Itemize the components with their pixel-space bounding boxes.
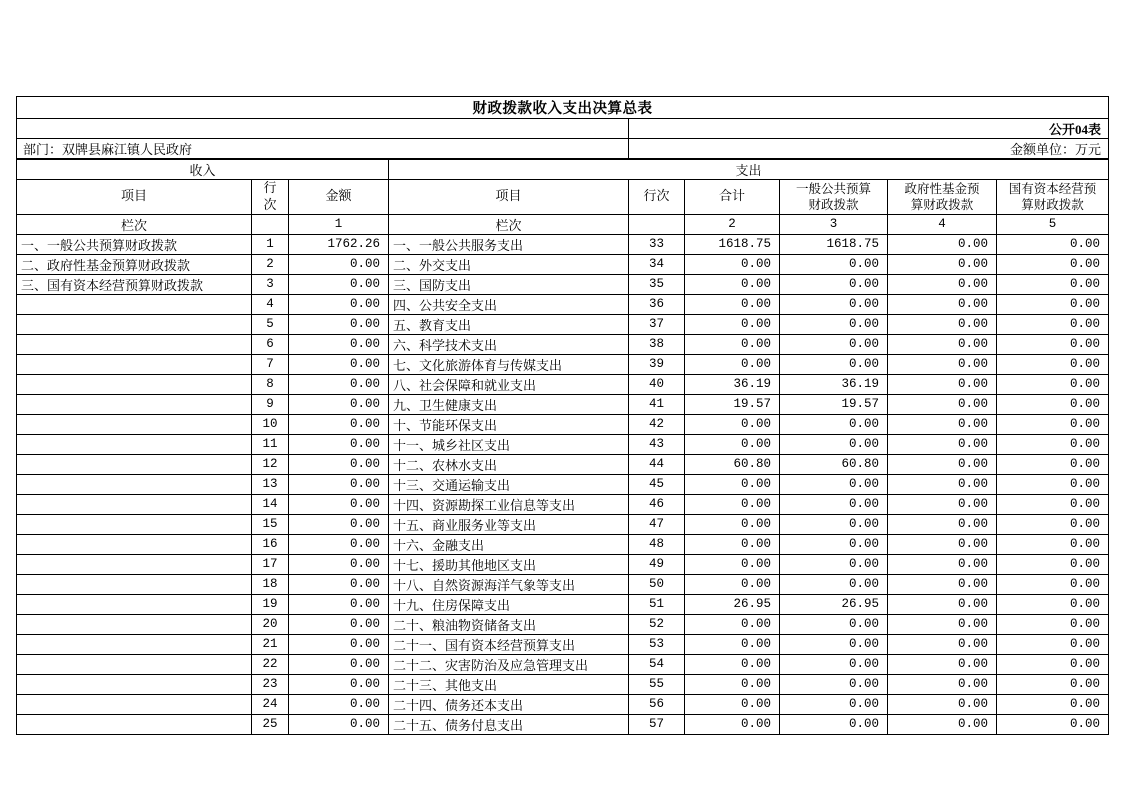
income-line-cell: 1 bbox=[252, 234, 289, 254]
expense-state-capital-cell: 0.00 bbox=[997, 434, 1109, 454]
expense-lanci-label: 栏次 bbox=[389, 214, 629, 234]
expense-general-budget-cell: 0.00 bbox=[780, 634, 888, 654]
income-amount-cell: 0.00 bbox=[289, 694, 389, 714]
income-amount-cell: 0.00 bbox=[289, 434, 389, 454]
expense-line-cell: 43 bbox=[629, 434, 685, 454]
expense-item-cell: 十、节能环保支出 bbox=[389, 414, 629, 434]
expense-total-cell: 0.00 bbox=[685, 474, 780, 494]
table-row bbox=[17, 474, 1109, 494]
table-row bbox=[17, 674, 1109, 694]
expense-state-capital-cell: 0.00 bbox=[997, 234, 1109, 254]
expense-general-budget-cell: 0.00 bbox=[780, 574, 888, 594]
expense-line-cell: 45 bbox=[629, 474, 685, 494]
income-item-cell: 一、一般公共预算财政拨款 bbox=[17, 234, 252, 254]
income-line-cell: 13 bbox=[252, 474, 289, 494]
expense-general-budget-cell: 1618.75 bbox=[780, 234, 888, 254]
amount-unit-label: 金额单位：万元 bbox=[629, 139, 1109, 160]
income-line-cell: 15 bbox=[252, 514, 289, 534]
expense-total-header: 合计 bbox=[685, 180, 780, 215]
expense-total-cell: 0.00 bbox=[685, 514, 780, 534]
expense-gov-fund-cell: 0.00 bbox=[888, 614, 997, 634]
header-line: 国有资本经营预 bbox=[1008, 181, 1097, 196]
table-row bbox=[17, 694, 1109, 714]
expense-gov-fund-cell: 0.00 bbox=[888, 574, 997, 594]
income-item-cell bbox=[17, 614, 252, 634]
expense-gov-fund-cell: 0.00 bbox=[888, 634, 997, 654]
general-budget-header bbox=[780, 180, 888, 215]
expense-item-cell: 二十三、其他支出 bbox=[389, 674, 629, 694]
income-line-cell: 25 bbox=[252, 714, 289, 734]
expense-item-cell: 十三、交通运输支出 bbox=[389, 474, 629, 494]
expense-general-budget-cell: 0.00 bbox=[780, 474, 888, 494]
expense-gov-fund-cell: 0.00 bbox=[888, 274, 997, 294]
expense-general-budget-cell: 0.00 bbox=[780, 354, 888, 374]
expense-gov-fund-cell: 0.00 bbox=[888, 594, 997, 614]
expense-line-cell: 56 bbox=[629, 694, 685, 714]
expense-total-cell: 0.00 bbox=[685, 494, 780, 514]
income-line-lanci-spacer bbox=[252, 214, 289, 234]
table-row bbox=[17, 294, 1109, 314]
expense-general-budget-cell: 0.00 bbox=[780, 534, 888, 554]
table-row bbox=[17, 394, 1109, 414]
header-line: 算财政拨款 bbox=[1021, 197, 1084, 212]
income-item-cell bbox=[17, 414, 252, 434]
income-amount-cell: 0.00 bbox=[289, 314, 389, 334]
department-row bbox=[17, 139, 1109, 160]
expense-state-capital-cell: 0.00 bbox=[997, 254, 1109, 274]
expense-item-cell: 十一、城乡社区支出 bbox=[389, 434, 629, 454]
expense-gov-fund-cell: 0.00 bbox=[888, 254, 997, 274]
table-row bbox=[17, 534, 1109, 554]
expense-item-cell: 十六、金融支出 bbox=[389, 534, 629, 554]
expense-item-cell: 四、公共安全支出 bbox=[389, 294, 629, 314]
expense-line-cell: 57 bbox=[629, 714, 685, 734]
table-row bbox=[17, 354, 1109, 374]
expense-general-budget-cell: 0.00 bbox=[780, 274, 888, 294]
income-line-cell: 4 bbox=[252, 294, 289, 314]
expense-total-cell: 26.95 bbox=[685, 594, 780, 614]
expense-gov-fund-cell: 0.00 bbox=[888, 654, 997, 674]
expense-item-cell: 十八、自然资源海洋气象等支出 bbox=[389, 574, 629, 594]
page-title: 财政拨款收入支出决算总表 bbox=[17, 97, 1109, 119]
income-amount-cell: 0.00 bbox=[289, 354, 389, 374]
expense-state-capital-cell: 0.00 bbox=[997, 274, 1109, 294]
income-item-cell bbox=[17, 354, 252, 374]
expense-gov-fund-cell: 0.00 bbox=[888, 414, 997, 434]
income-line-cell: 19 bbox=[252, 594, 289, 614]
expense-item-cell: 二十四、债务还本支出 bbox=[389, 694, 629, 714]
income-amount-cell: 0.00 bbox=[289, 454, 389, 474]
expense-line-cell: 42 bbox=[629, 414, 685, 434]
table-code-spacer bbox=[17, 119, 629, 139]
expense-item-cell: 三、国防支出 bbox=[389, 274, 629, 294]
expense-total-cell: 0.00 bbox=[685, 574, 780, 594]
income-line-cell: 18 bbox=[252, 574, 289, 594]
expense-item-cell: 二、外交支出 bbox=[389, 254, 629, 274]
expense-general-budget-cell: 0.00 bbox=[780, 434, 888, 454]
column-number-row bbox=[17, 214, 1109, 234]
expense-total-cell: 0.00 bbox=[685, 434, 780, 454]
expense-state-capital-cell: 0.00 bbox=[997, 574, 1109, 594]
expense-general-budget-cell: 0.00 bbox=[780, 414, 888, 434]
table-body bbox=[17, 234, 1109, 734]
expense-item-cell: 十二、农林水支出 bbox=[389, 454, 629, 474]
expense-line-cell: 39 bbox=[629, 354, 685, 374]
table-row bbox=[17, 514, 1109, 534]
expense-state-capital-cell: 0.00 bbox=[997, 314, 1109, 334]
expense-gov-fund-cell: 0.00 bbox=[888, 674, 997, 694]
expense-item-cell: 十九、住房保障支出 bbox=[389, 594, 629, 614]
table-row bbox=[17, 374, 1109, 394]
table-row bbox=[17, 494, 1109, 514]
table-code-label: 公开04表 bbox=[629, 119, 1109, 139]
expense-gov-fund-cell: 0.00 bbox=[888, 354, 997, 374]
table-row bbox=[17, 434, 1109, 454]
expense-gov-fund-cell: 0.00 bbox=[888, 474, 997, 494]
expense-state-capital-cell: 0.00 bbox=[997, 454, 1109, 474]
income-line-cell: 6 bbox=[252, 334, 289, 354]
state-capital-header bbox=[997, 180, 1109, 215]
income-line-header bbox=[252, 180, 289, 215]
income-line-cell: 12 bbox=[252, 454, 289, 474]
expense-state-capital-cell: 0.00 bbox=[997, 634, 1109, 654]
income-line-cell: 24 bbox=[252, 694, 289, 714]
header-line: 财政拨款 bbox=[808, 197, 859, 212]
expense-line-cell: 33 bbox=[629, 234, 685, 254]
expense-line-cell: 48 bbox=[629, 534, 685, 554]
expense-item-cell: 五、教育支出 bbox=[389, 314, 629, 334]
expense-gov-fund-cell: 0.00 bbox=[888, 554, 997, 574]
expense-total-cell: 0.00 bbox=[685, 654, 780, 674]
income-item-cell bbox=[17, 674, 252, 694]
expense-line-cell: 38 bbox=[629, 334, 685, 354]
expense-gov-fund-cell: 0.00 bbox=[888, 234, 997, 254]
expense-total-cell: 0.00 bbox=[685, 294, 780, 314]
income-item-cell bbox=[17, 534, 252, 554]
expense-general-budget-cell: 60.80 bbox=[780, 454, 888, 474]
income-amount-cell: 0.00 bbox=[289, 714, 389, 734]
income-item-cell bbox=[17, 374, 252, 394]
income-line-cell: 16 bbox=[252, 534, 289, 554]
income-amount-cell: 0.00 bbox=[289, 554, 389, 574]
table-row bbox=[17, 254, 1109, 274]
table-row bbox=[17, 614, 1109, 634]
income-amount-cell: 0.00 bbox=[289, 614, 389, 634]
header-line: 算财政拨款 bbox=[910, 197, 974, 212]
expense-total-cell: 60.80 bbox=[685, 454, 780, 474]
table-row bbox=[17, 714, 1109, 734]
income-amount-cell: 0.00 bbox=[289, 494, 389, 514]
expense-general-budget-cell: 26.95 bbox=[780, 594, 888, 614]
expense-line-cell: 52 bbox=[629, 614, 685, 634]
income-amount-cell: 0.00 bbox=[289, 414, 389, 434]
income-amount-cell: 0.00 bbox=[289, 574, 389, 594]
gov-fund-col-no: 4 bbox=[888, 214, 997, 234]
expense-line-cell: 36 bbox=[629, 294, 685, 314]
expense-state-capital-cell: 0.00 bbox=[997, 294, 1109, 314]
income-item-cell bbox=[17, 594, 252, 614]
expense-line-cell: 40 bbox=[629, 374, 685, 394]
expense-gov-fund-cell: 0.00 bbox=[888, 714, 997, 734]
income-line-cell: 9 bbox=[252, 394, 289, 414]
expense-line-cell: 55 bbox=[629, 674, 685, 694]
expense-general-budget-cell: 0.00 bbox=[780, 714, 888, 734]
income-amount-header: 金额 bbox=[289, 180, 389, 215]
income-line-cell: 23 bbox=[252, 674, 289, 694]
table-row bbox=[17, 454, 1109, 474]
income-amount-cell: 0.00 bbox=[289, 534, 389, 554]
header-line: 政府性基金预 bbox=[904, 181, 980, 196]
expense-general-budget-cell: 0.00 bbox=[780, 294, 888, 314]
expense-state-capital-cell: 0.00 bbox=[997, 514, 1109, 534]
expense-general-budget-cell: 0.00 bbox=[780, 614, 888, 634]
expense-gov-fund-cell: 0.00 bbox=[888, 454, 997, 474]
income-amount-cell: 1762.26 bbox=[289, 234, 389, 254]
expense-general-budget-cell: 0.00 bbox=[780, 654, 888, 674]
income-item-cell bbox=[17, 654, 252, 674]
income-item-cell bbox=[17, 474, 252, 494]
income-amount-cell: 0.00 bbox=[289, 634, 389, 654]
table-row bbox=[17, 634, 1109, 654]
income-line-cell: 8 bbox=[252, 374, 289, 394]
expense-state-capital-cell: 0.00 bbox=[997, 534, 1109, 554]
expense-gov-fund-cell: 0.00 bbox=[888, 374, 997, 394]
income-item-cell bbox=[17, 694, 252, 714]
income-amount-cell: 0.00 bbox=[289, 654, 389, 674]
income-amount-cell: 0.00 bbox=[289, 514, 389, 534]
expense-item-header: 项目 bbox=[389, 180, 629, 215]
expense-total-col-no: 2 bbox=[685, 214, 780, 234]
expense-line-cell: 47 bbox=[629, 514, 685, 534]
expense-state-capital-cell: 0.00 bbox=[997, 334, 1109, 354]
income-item-cell bbox=[17, 294, 252, 314]
expense-gov-fund-cell: 0.00 bbox=[888, 534, 997, 554]
expense-total-cell: 1618.75 bbox=[685, 234, 780, 254]
expense-gov-fund-cell: 0.00 bbox=[888, 294, 997, 314]
expense-item-cell: 八、社会保障和就业支出 bbox=[389, 374, 629, 394]
income-item-cell bbox=[17, 334, 252, 354]
financial-statement-sheet bbox=[16, 96, 1109, 735]
expense-item-cell: 二十五、债务付息支出 bbox=[389, 714, 629, 734]
expense-gov-fund-cell: 0.00 bbox=[888, 314, 997, 334]
income-lanci-label: 栏次 bbox=[17, 214, 252, 234]
expense-general-budget-cell: 0.00 bbox=[780, 554, 888, 574]
expense-item-cell: 七、文化旅游体育与传媒支出 bbox=[389, 354, 629, 374]
table-row bbox=[17, 594, 1109, 614]
table-row bbox=[17, 334, 1109, 354]
expense-line-cell: 51 bbox=[629, 594, 685, 614]
income-line-cell: 17 bbox=[252, 554, 289, 574]
income-line-cell: 11 bbox=[252, 434, 289, 454]
income-item-cell bbox=[17, 574, 252, 594]
expense-total-cell: 0.00 bbox=[685, 274, 780, 294]
expense-general-budget-cell: 0.00 bbox=[780, 694, 888, 714]
table-row bbox=[17, 654, 1109, 674]
income-line-cell: 2 bbox=[252, 254, 289, 274]
header-line: 行 bbox=[263, 180, 277, 195]
expense-total-cell: 0.00 bbox=[685, 614, 780, 634]
expense-general-budget-cell: 0.00 bbox=[780, 314, 888, 334]
income-item-cell bbox=[17, 634, 252, 654]
expense-state-capital-cell: 0.00 bbox=[997, 614, 1109, 634]
header-line: 一般公共预算 bbox=[795, 181, 871, 196]
department-label: 部门：双牌县麻江镇人民政府 bbox=[17, 139, 629, 160]
expense-state-capital-cell: 0.00 bbox=[997, 414, 1109, 434]
expense-gov-fund-cell: 0.00 bbox=[888, 694, 997, 714]
income-item-cell bbox=[17, 514, 252, 534]
income-amount-cell: 0.00 bbox=[289, 334, 389, 354]
income-amount-cell: 0.00 bbox=[289, 294, 389, 314]
expense-gov-fund-cell: 0.00 bbox=[888, 434, 997, 454]
expense-line-cell: 50 bbox=[629, 574, 685, 594]
expense-item-cell: 二十二、灾害防治及应急管理支出 bbox=[389, 654, 629, 674]
expense-gov-fund-cell: 0.00 bbox=[888, 394, 997, 414]
gov-fund-header bbox=[888, 180, 997, 215]
expense-line-cell: 41 bbox=[629, 394, 685, 414]
income-item-cell bbox=[17, 454, 252, 474]
expense-gov-fund-cell: 0.00 bbox=[888, 494, 997, 514]
income-line-cell: 14 bbox=[252, 494, 289, 514]
income-amount-cell: 0.00 bbox=[289, 254, 389, 274]
expense-item-cell: 九、卫生健康支出 bbox=[389, 394, 629, 414]
expense-total-cell: 0.00 bbox=[685, 314, 780, 334]
expense-line-cell: 34 bbox=[629, 254, 685, 274]
income-amount-cell: 0.00 bbox=[289, 594, 389, 614]
column-header-row bbox=[17, 180, 1109, 215]
income-line-cell: 20 bbox=[252, 614, 289, 634]
expense-state-capital-cell: 0.00 bbox=[997, 354, 1109, 374]
table-row bbox=[17, 414, 1109, 434]
income-line-cell: 7 bbox=[252, 354, 289, 374]
expense-line-header: 行次 bbox=[629, 180, 685, 215]
expense-item-cell: 二十、粮油物资储备支出 bbox=[389, 614, 629, 634]
expense-general-budget-cell: 19.57 bbox=[780, 394, 888, 414]
income-line-cell: 22 bbox=[252, 654, 289, 674]
expense-general-budget-cell: 0.00 bbox=[780, 494, 888, 514]
expense-total-cell: 0.00 bbox=[685, 334, 780, 354]
state-capital-col-no: 5 bbox=[997, 214, 1109, 234]
expense-state-capital-cell: 0.00 bbox=[997, 494, 1109, 514]
expense-total-cell: 0.00 bbox=[685, 674, 780, 694]
expense-state-capital-cell: 0.00 bbox=[997, 374, 1109, 394]
table-row bbox=[17, 274, 1109, 294]
expense-item-cell: 一、一般公共服务支出 bbox=[389, 234, 629, 254]
income-amount-cell: 0.00 bbox=[289, 374, 389, 394]
expense-state-capital-cell: 0.00 bbox=[997, 654, 1109, 674]
expense-item-cell: 十七、援助其他地区支出 bbox=[389, 554, 629, 574]
income-amount-col-no: 1 bbox=[289, 214, 389, 234]
expense-total-cell: 0.00 bbox=[685, 254, 780, 274]
expense-state-capital-cell: 0.00 bbox=[997, 554, 1109, 574]
expense-total-cell: 0.00 bbox=[685, 554, 780, 574]
table-row bbox=[17, 554, 1109, 574]
income-line-cell: 3 bbox=[252, 274, 289, 294]
expense-gov-fund-cell: 0.00 bbox=[888, 334, 997, 354]
income-section-header: 收入 bbox=[17, 159, 389, 180]
final-accounts-table bbox=[16, 96, 1109, 735]
table-row bbox=[17, 574, 1109, 594]
expense-section-header: 支出 bbox=[389, 159, 1109, 180]
table-row bbox=[17, 234, 1109, 254]
general-budget-col-no: 3 bbox=[780, 214, 888, 234]
expense-state-capital-cell: 0.00 bbox=[997, 474, 1109, 494]
expense-total-cell: 0.00 bbox=[685, 694, 780, 714]
income-line-cell: 10 bbox=[252, 414, 289, 434]
income-line-cell: 21 bbox=[252, 634, 289, 654]
expense-item-cell: 十四、资源勘探工业信息等支出 bbox=[389, 494, 629, 514]
expense-total-cell: 36.19 bbox=[685, 374, 780, 394]
title-row bbox=[17, 97, 1109, 119]
income-item-cell: 二、政府性基金预算财政拨款 bbox=[17, 254, 252, 274]
expense-general-budget-cell: 0.00 bbox=[780, 514, 888, 534]
expense-line-lanci-spacer bbox=[629, 214, 685, 234]
expense-gov-fund-cell: 0.00 bbox=[888, 514, 997, 534]
expense-item-cell: 二十一、国有资本经营预算支出 bbox=[389, 634, 629, 654]
income-amount-cell: 0.00 bbox=[289, 474, 389, 494]
expense-line-cell: 44 bbox=[629, 454, 685, 474]
income-amount-cell: 0.00 bbox=[289, 394, 389, 414]
income-item-cell bbox=[17, 394, 252, 414]
section-header-row bbox=[17, 159, 1109, 180]
expense-general-budget-cell: 0.00 bbox=[780, 674, 888, 694]
expense-line-cell: 53 bbox=[629, 634, 685, 654]
expense-state-capital-cell: 0.00 bbox=[997, 694, 1109, 714]
expense-line-cell: 54 bbox=[629, 654, 685, 674]
income-item-cell: 三、国有资本经营预算财政拨款 bbox=[17, 274, 252, 294]
expense-total-cell: 0.00 bbox=[685, 714, 780, 734]
expense-total-cell: 0.00 bbox=[685, 634, 780, 654]
income-item-cell bbox=[17, 554, 252, 574]
expense-line-cell: 46 bbox=[629, 494, 685, 514]
expense-state-capital-cell: 0.00 bbox=[997, 394, 1109, 414]
expense-total-cell: 0.00 bbox=[685, 414, 780, 434]
expense-state-capital-cell: 0.00 bbox=[997, 594, 1109, 614]
income-item-cell bbox=[17, 314, 252, 334]
table-row bbox=[17, 314, 1109, 334]
income-amount-cell: 0.00 bbox=[289, 274, 389, 294]
income-item-cell bbox=[17, 494, 252, 514]
expense-general-budget-cell: 0.00 bbox=[780, 254, 888, 274]
expense-general-budget-cell: 36.19 bbox=[780, 374, 888, 394]
expense-state-capital-cell: 0.00 bbox=[997, 674, 1109, 694]
income-amount-cell: 0.00 bbox=[289, 674, 389, 694]
expense-state-capital-cell: 0.00 bbox=[997, 714, 1109, 734]
header-line: 次 bbox=[263, 196, 277, 212]
income-item-header: 项目 bbox=[17, 180, 252, 215]
income-item-cell bbox=[17, 714, 252, 734]
expense-item-cell: 六、科学技术支出 bbox=[389, 334, 629, 354]
expense-general-budget-cell: 0.00 bbox=[780, 334, 888, 354]
expense-total-cell: 0.00 bbox=[685, 534, 780, 554]
expense-line-cell: 37 bbox=[629, 314, 685, 334]
expense-line-cell: 35 bbox=[629, 274, 685, 294]
expense-item-cell: 十五、商业服务业等支出 bbox=[389, 514, 629, 534]
expense-total-cell: 19.57 bbox=[685, 394, 780, 414]
income-line-cell: 5 bbox=[252, 314, 289, 334]
expense-line-cell: 49 bbox=[629, 554, 685, 574]
table-code-row bbox=[17, 119, 1109, 139]
income-item-cell bbox=[17, 434, 252, 454]
expense-total-cell: 0.00 bbox=[685, 354, 780, 374]
